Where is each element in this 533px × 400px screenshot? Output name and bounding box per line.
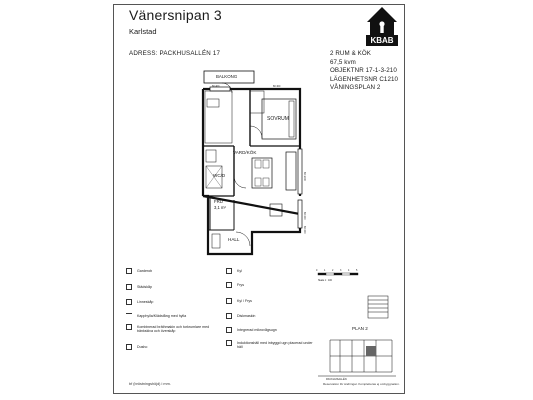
- dim-label-3: 80 1400: [303, 172, 306, 181]
- bedroom-door: [250, 126, 262, 138]
- room-label-balkong: BALKONG: [216, 74, 238, 79]
- room-label-frd: FRD: [214, 199, 224, 204]
- chair-1: [255, 160, 261, 168]
- wardrobe-icon: [126, 268, 132, 274]
- footer-note: bf (bröstningshöjd) i mm.: [129, 382, 171, 386]
- chair-2: [263, 160, 269, 168]
- scale-tick-0: 0: [316, 269, 318, 272]
- fridge-icon: [226, 268, 232, 274]
- keyplan-highlight: [366, 346, 376, 356]
- dim-label-2: 80 400: [273, 85, 281, 88]
- hall-closet: [212, 234, 220, 248]
- keyplan-note: Reservation för ändringar. Kompletteras ej ombyggnation.: [323, 382, 400, 386]
- outer-wall: [203, 89, 300, 254]
- scale-tick-2: 2: [332, 269, 334, 272]
- apartment-area: 67,5 kvm: [330, 58, 356, 66]
- induction-hob-icon: [226, 340, 232, 346]
- window-east-2: [298, 200, 302, 228]
- linen-closet-icon: [126, 299, 132, 305]
- city-name: Karlstad: [129, 27, 157, 36]
- dim-label-4: 80 400: [303, 212, 306, 220]
- address-line: ADRESS: PACKHUSALLÉN 17: [129, 50, 221, 57]
- window-east-1: [298, 149, 302, 194]
- sofa: [286, 152, 296, 190]
- coat-rack-icon: [126, 313, 132, 319]
- rooms-count: 2 RUM & KÖK: [330, 50, 371, 57]
- pillow: [289, 101, 294, 137]
- shower-icon: [126, 344, 132, 350]
- microwave-icon: [226, 327, 232, 333]
- room-label-frd-area: 3,1 m²: [214, 205, 226, 210]
- scale-tick-3: 3: [340, 269, 342, 272]
- bath-door: [234, 176, 246, 188]
- property-title: Vänersnipan 3: [129, 7, 222, 23]
- floor-level: VÅNINGSPLAN 2: [330, 84, 381, 92]
- room-label-sovrum: SOVRUM: [267, 116, 289, 122]
- object-number: OBJEKTNR 17-1-3-210: [330, 67, 397, 75]
- legend: Garderob Städskåp Linneskåp Kapphylla/Klädstång med hylla Kombinerad bräthmakin och torkrumlare med bänkskiva och överskåp Dusho Kyl Frys Kyl / Frys Diskmaskin Integrerad mikrovågsugn Induktionshäll med inbyggd ugn placerad under häll: [126, 268, 316, 368]
- dim-label-1: 80 400: [212, 85, 220, 88]
- key-plan: [318, 296, 396, 376]
- dishwasher-icon: [226, 313, 232, 319]
- keyplan-street: PACKHUSALLÉN: [326, 378, 347, 381]
- scale-tick-5: 5: [356, 269, 358, 272]
- room-label-wcd: WC/D: [213, 173, 226, 178]
- logo-text: KBAB: [366, 35, 398, 46]
- scale-tick-4: 4: [348, 269, 350, 272]
- chair-3: [255, 178, 261, 186]
- freezer-icon: [226, 282, 232, 288]
- dim-label-5: 80 400: [303, 226, 306, 234]
- toilet: [206, 150, 216, 162]
- keyplan-label: PLAN 2: [352, 326, 368, 331]
- keyplan-tower: [368, 296, 388, 318]
- apartment-number: LÄGENHETSNR C1210: [330, 75, 399, 83]
- room-label-vardkok: VARD/KÖK: [233, 150, 257, 155]
- scale-ratio: Skala 1 : 100: [318, 279, 332, 282]
- fridge-freezer-icon: [226, 298, 232, 304]
- chair-4: [263, 178, 269, 186]
- cleaning-closet-icon: [126, 284, 132, 290]
- room-label-hall: HALL: [228, 237, 240, 242]
- scale-tick-1: 1: [324, 269, 326, 272]
- combined-cabinet-icon: [126, 324, 132, 330]
- sink: [207, 99, 219, 107]
- scale-bar: [318, 273, 358, 275]
